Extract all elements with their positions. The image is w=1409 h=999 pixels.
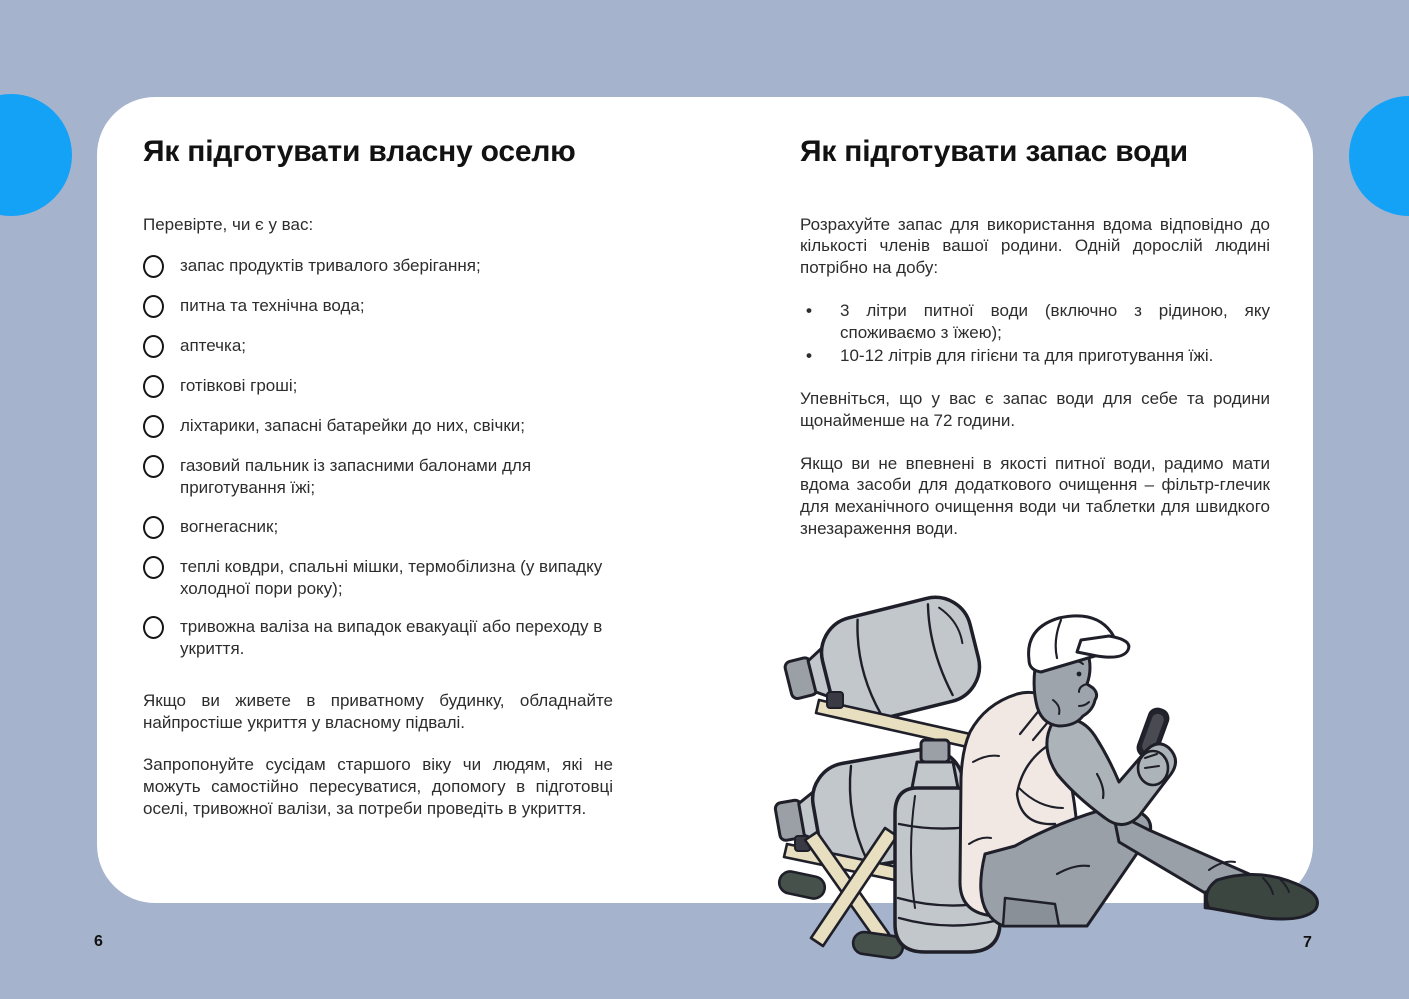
checklist-item-label: аптечка; [180,336,246,356]
left-page [143,135,613,820]
cap-brim [1077,636,1129,657]
bullet-item-label: 10-12 літрів для гігієни та для приготування їжі. [840,346,1214,366]
checklist-item [143,335,613,358]
bullet-item-label: 3 літри питної води (включно з рідиною, яку споживаємо з їжею); [840,300,1270,342]
checklist-item [143,255,613,278]
right-page-title: Як підготувати запас води [800,135,1188,168]
checkbox-circle-icon [143,295,164,318]
checklist-item [143,375,613,398]
home-prep-checklist [143,255,613,660]
checklist-item-label: запас продуктів тривалого зберігання; [180,256,481,276]
page-number-right: 7 [1303,934,1312,951]
man-with-phone [960,616,1317,926]
right-page [800,135,1270,540]
right-lead-paragraph: Розрахуйте запас для використання вдома відповідно до кількості членів вашої родини. Одній дорослій людині потрібно на добу: [800,214,1270,277]
water-amount-list [800,300,1270,367]
checkbox-circle-icon [143,335,164,358]
right-paragraph: Якщо ви не впевнені в якості питної води, радимо мати вдома засоби для додаткового очищення – фільтр-глечик для механічного очищення води чи таблетки для швидкого знезараження води. [800,453,1270,538]
checklist-item [143,295,613,318]
left-paragraph: Запропонуйте сусідам старшого віку чи людям, які не можуть самостійно пересуватися, допомогу в підготовці оселі, тривожної валізи, за потреби проведіть в укриття. [143,755,613,818]
checklist-item [143,415,613,438]
shoe-near [1206,875,1317,919]
bullet-item [800,300,1270,344]
checklist-item [143,516,613,539]
water-supply-illustration [757,582,1347,982]
eye [1077,672,1082,677]
accent-circle-right [1349,96,1409,216]
checklist-item [143,556,613,600]
checkbox-circle-icon [143,455,164,478]
checklist-item-label: готівкові гроші; [180,376,298,396]
bullet-dot-icon: • [806,346,812,366]
accent-circle-left [0,94,72,216]
checkbox-circle-icon [143,375,164,398]
checklist-item-label: питна та технічна вода; [180,296,365,316]
checklist-item-label: газовий пальник із запасними балонами для приготування їжі; [180,456,532,497]
bullet-item [800,345,1270,367]
bullet-dot-icon: • [806,300,812,320]
checklist-item-label: ліхтарики, запасні батарейки до них, свічки; [180,416,525,436]
checklist-item-label: теплі ковдри, спальні мішки, термобілизна (у випадку холодної пори року); [180,556,603,598]
left-paragraph: Якщо ви живете в приватному будинку, обладнайте найпростіше укриття у власному підвалі. [143,690,613,732]
checklist-intro: Перевірте, чи є у вас: [143,214,314,234]
page-number-left: 6 [94,933,103,950]
left-page-title: Як підготувати власну оселю [143,135,576,168]
checklist-item-label: тривожна валіза на випадок евакуації або переходу в укриття. [180,617,603,658]
checkbox-circle-icon [143,415,164,438]
checklist-item [143,455,613,499]
checkbox-circle-icon [143,616,164,639]
checklist-item-label: вогнегасник; [180,516,279,536]
checkbox-circle-icon [143,516,164,539]
checklist-item [143,616,613,660]
right-paragraph: Упевніться, що у вас є запас води для себе та родини щонайменше на 72 години. [800,389,1270,430]
checkbox-circle-icon [143,255,164,278]
checkbox-circle-icon [143,556,164,579]
